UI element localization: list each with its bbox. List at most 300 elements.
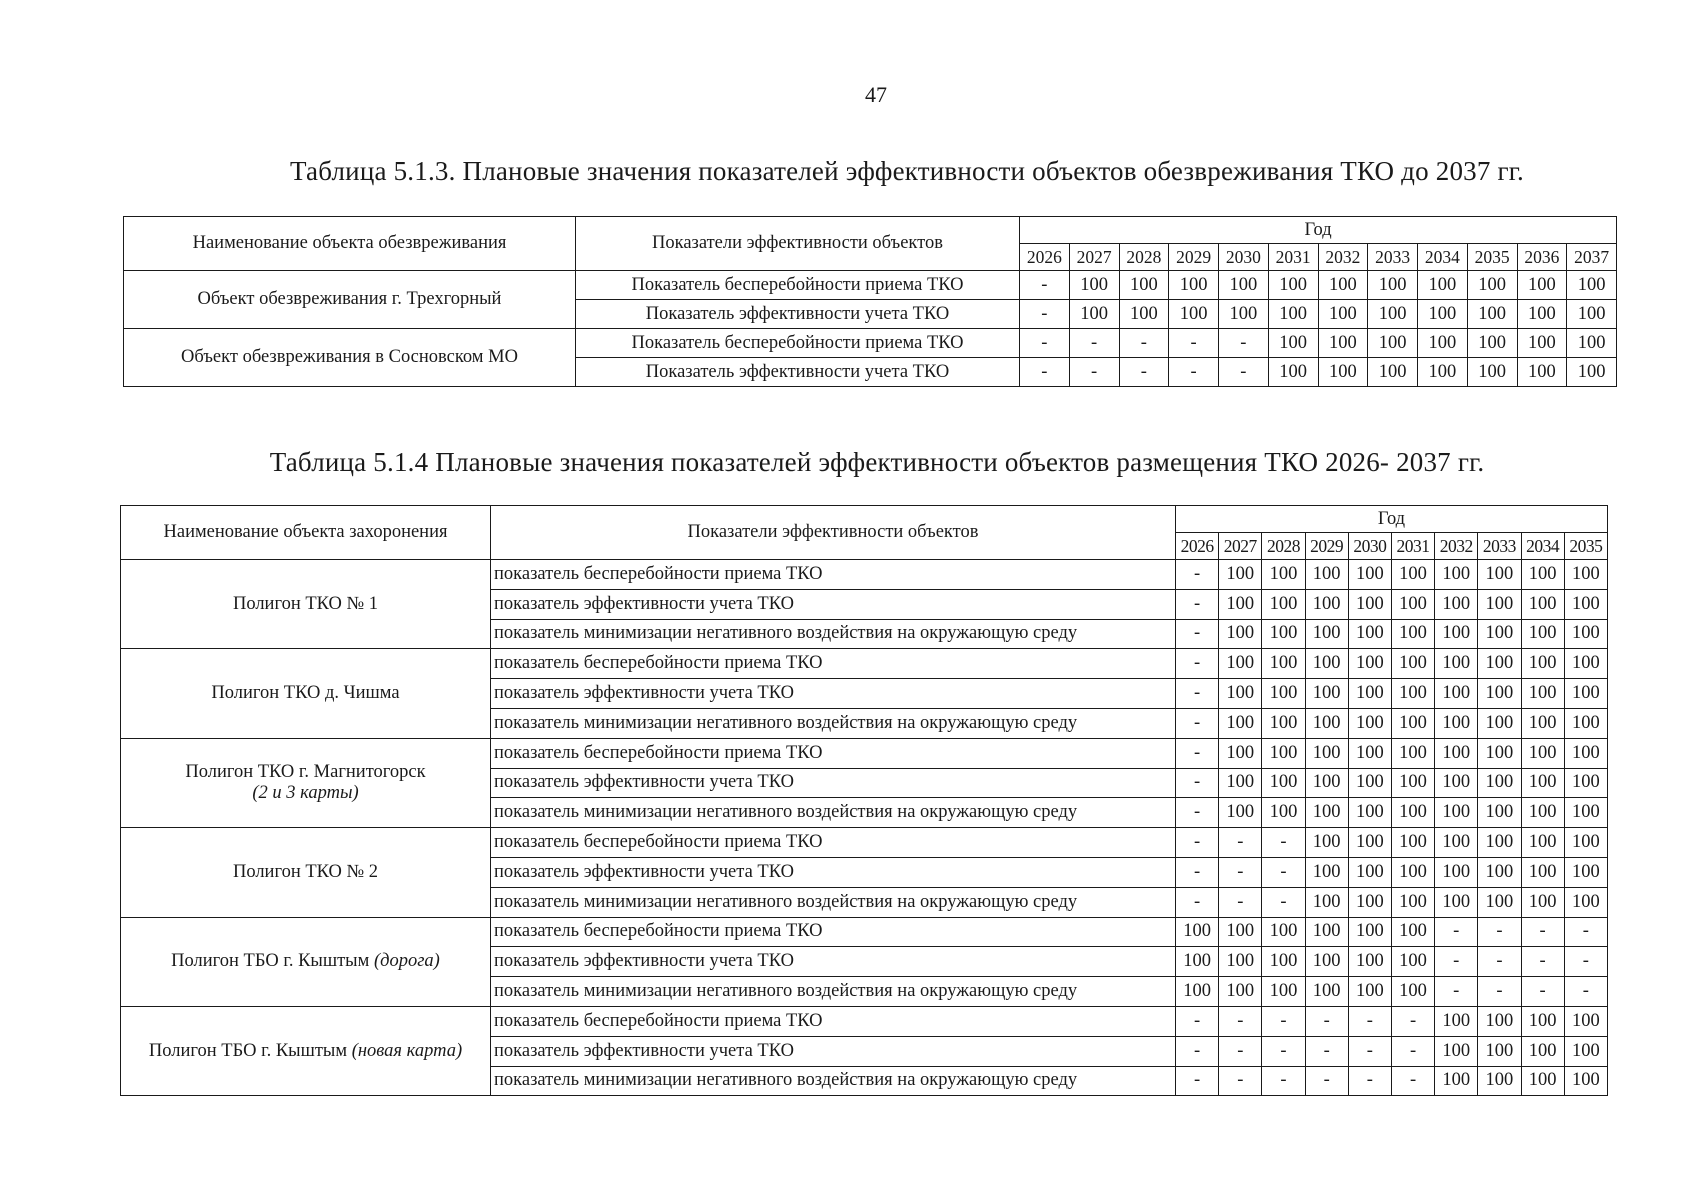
value-cell: 100 (1418, 329, 1468, 358)
object-note: (дорога) (373, 951, 440, 972)
object-name-cell (121, 649, 491, 738)
value-cell: 100 (1318, 358, 1368, 387)
value-cell: 100 (1478, 619, 1521, 649)
table-row (124, 271, 1617, 300)
value-cell: 100 (1564, 1006, 1607, 1036)
value-cell: 100 (1305, 560, 1348, 590)
indicator-label: показатель минимизации негативного воздействия на окружающую среду (491, 798, 1176, 828)
value-cell: - (1069, 358, 1119, 387)
value-cell: 100 (1478, 560, 1521, 590)
value-cell: - (1262, 1066, 1305, 1096)
value-cell: 100 (1176, 917, 1219, 947)
value-cell: 100 (1305, 947, 1348, 977)
value-cell: 100 (1478, 589, 1521, 619)
value-cell: 100 (1391, 798, 1434, 828)
value-cell: 100 (1219, 649, 1262, 679)
year-header: 2027 (1219, 533, 1262, 560)
value-cell: - (1176, 1006, 1219, 1036)
value-cell: 100 (1435, 619, 1478, 649)
year-header: 2035 (1467, 244, 1517, 271)
value-cell: 100 (1521, 798, 1564, 828)
value-cell: 100 (1368, 300, 1418, 329)
object-name: Объект обезвреживания г. Трехгорный (197, 288, 502, 309)
value-cell: - (1348, 1066, 1391, 1096)
year-header: 2033 (1368, 244, 1418, 271)
value-cell: 100 (1521, 768, 1564, 798)
value-cell: - (1305, 1066, 1348, 1096)
value-cell: 100 (1219, 589, 1262, 619)
value-cell: 100 (1567, 358, 1617, 387)
value-cell: - (1478, 917, 1521, 947)
value-cell: 100 (1564, 589, 1607, 619)
value-cell: - (1478, 977, 1521, 1007)
value-cell: 100 (1435, 738, 1478, 768)
value-cell: - (1020, 271, 1070, 300)
year-header: 2031 (1391, 533, 1434, 560)
value-cell: 100 (1391, 679, 1434, 709)
value-cell: 100 (1435, 1036, 1478, 1066)
year-header: 2029 (1305, 533, 1348, 560)
value-cell: 100 (1478, 828, 1521, 858)
value-cell: - (1262, 1036, 1305, 1066)
value-cell: 100 (1305, 589, 1348, 619)
indicator-label: показатель минимизации негативного воздействия на окружающую среду (491, 887, 1176, 917)
value-cell: 100 (1262, 768, 1305, 798)
table-row (124, 329, 1617, 358)
value-cell: 100 (1368, 329, 1418, 358)
value-cell: - (1391, 1006, 1434, 1036)
object-name-cell (121, 738, 491, 827)
value-cell: 100 (1478, 1006, 1521, 1036)
value-cell: 100 (1435, 857, 1478, 887)
value-cell: 100 (1305, 798, 1348, 828)
value-cell: 100 (1418, 271, 1468, 300)
indicator-label: Показатель эффективности учета ТКО (576, 300, 1020, 329)
value-cell: - (1176, 828, 1219, 858)
value-cell: 100 (1564, 679, 1607, 709)
value-cell: 100 (1521, 708, 1564, 738)
value-cell: 100 (1564, 560, 1607, 590)
year-header: 2027 (1069, 244, 1119, 271)
value-cell: 100 (1262, 589, 1305, 619)
value-cell: - (1176, 708, 1219, 738)
value-cell: - (1435, 917, 1478, 947)
value-cell: 100 (1478, 1036, 1521, 1066)
value-cell: 100 (1391, 828, 1434, 858)
value-cell: - (1219, 828, 1262, 858)
value-cell: 100 (1478, 768, 1521, 798)
value-cell: - (1564, 947, 1607, 977)
year-header: 2037 (1567, 244, 1617, 271)
object-note: (2 и 3 карты) (252, 782, 359, 803)
value-cell: - (1219, 1006, 1262, 1036)
indicator-label: показатель бесперебойности приема ТКО (491, 649, 1176, 679)
value-cell: 100 (1567, 300, 1617, 329)
value-cell: - (1176, 768, 1219, 798)
indicator-label: показатель минимизации негативного воздействия на окружающую среду (491, 619, 1176, 649)
value-cell: 100 (1348, 708, 1391, 738)
value-cell: 100 (1348, 768, 1391, 798)
value-cell: 100 (1262, 619, 1305, 649)
object-name: Полигон ТКО № 1 (232, 593, 379, 614)
object-note: (новая карта) (351, 1040, 463, 1061)
table-row (121, 917, 1608, 947)
indicator-label: Показатель эффективности учета ТКО (576, 358, 1020, 387)
value-cell: 100 (1564, 798, 1607, 828)
value-cell: - (1305, 1036, 1348, 1066)
value-cell: 100 (1318, 271, 1368, 300)
table2 (120, 505, 1608, 1096)
value-cell: 100 (1521, 738, 1564, 768)
value-cell: 100 (1219, 768, 1262, 798)
value-cell: 100 (1467, 358, 1517, 387)
value-cell: - (1219, 358, 1269, 387)
value-cell: 100 (1517, 358, 1567, 387)
value-cell: - (1176, 887, 1219, 917)
value-cell: 100 (1564, 857, 1607, 887)
value-cell: 100 (1478, 679, 1521, 709)
value-cell: - (1219, 329, 1269, 358)
value-cell: 100 (1262, 679, 1305, 709)
page-number: 47 (865, 82, 887, 107)
value-cell: - (1219, 857, 1262, 887)
value-cell: 100 (1348, 828, 1391, 858)
year-header: 2036 (1517, 244, 1567, 271)
value-cell: 100 (1467, 271, 1517, 300)
value-cell: 100 (1467, 300, 1517, 329)
value-cell: 100 (1567, 271, 1617, 300)
object-name-cell (124, 271, 576, 329)
value-cell: 100 (1348, 619, 1391, 649)
table1-title: Таблица 5.1.3. Плановые значения показателей эффективности объектов обезвреживания ТКО до 2037 гг. (290, 156, 1524, 186)
value-cell: 100 (1219, 738, 1262, 768)
value-cell: 100 (1435, 560, 1478, 590)
value-cell: - (1391, 1066, 1434, 1096)
indicator-label: Показатель бесперебойности приема ТКО (576, 271, 1020, 300)
indicator-label: Показатель бесперебойности приема ТКО (576, 329, 1020, 358)
value-cell: - (1262, 828, 1305, 858)
value-cell: 100 (1262, 917, 1305, 947)
object-name: Полигон ТБО г. Кыштым (171, 951, 370, 972)
value-cell: 100 (1517, 329, 1567, 358)
value-cell: - (1219, 1066, 1262, 1096)
value-cell: - (1262, 1006, 1305, 1036)
value-cell: 100 (1564, 1036, 1607, 1066)
value-cell: 100 (1521, 589, 1564, 619)
value-cell: 100 (1348, 917, 1391, 947)
value-cell: 100 (1305, 887, 1348, 917)
year-header: 2032 (1435, 533, 1478, 560)
value-cell: 100 (1368, 358, 1418, 387)
year-header: 2034 (1418, 244, 1468, 271)
value-cell: 100 (1348, 560, 1391, 590)
value-cell: - (1348, 1036, 1391, 1066)
value-cell: 100 (1564, 1066, 1607, 1096)
value-cell: 100 (1521, 1066, 1564, 1096)
value-cell: 100 (1268, 329, 1318, 358)
value-cell: 100 (1478, 857, 1521, 887)
value-cell: 100 (1435, 679, 1478, 709)
value-cell: 100 (1219, 679, 1262, 709)
value-cell: 100 (1268, 358, 1318, 387)
value-cell: 100 (1521, 887, 1564, 917)
value-cell: 100 (1564, 887, 1607, 917)
value-cell: - (1478, 947, 1521, 977)
value-cell: 100 (1391, 917, 1434, 947)
value-cell: 100 (1391, 768, 1434, 798)
value-cell: - (1564, 917, 1607, 947)
object-name-cell (121, 828, 491, 917)
value-cell: 100 (1564, 768, 1607, 798)
indicator-label: показатель бесперебойности приема ТКО (491, 917, 1176, 947)
value-cell: - (1020, 358, 1070, 387)
value-cell: 100 (1305, 768, 1348, 798)
value-cell: 100 (1219, 560, 1262, 590)
value-cell: 100 (1478, 738, 1521, 768)
value-cell: 100 (1348, 798, 1391, 828)
value-cell: 100 (1391, 649, 1434, 679)
value-cell: 100 (1391, 947, 1434, 977)
value-cell: 100 (1478, 887, 1521, 917)
value-cell: 100 (1169, 300, 1219, 329)
value-cell: 100 (1348, 857, 1391, 887)
value-cell: 100 (1305, 828, 1348, 858)
value-cell: 100 (1219, 271, 1269, 300)
value-cell: - (1176, 679, 1219, 709)
value-cell: - (1262, 857, 1305, 887)
year-header: 2026 (1176, 533, 1219, 560)
value-cell: 100 (1268, 300, 1318, 329)
value-cell: - (1435, 947, 1478, 977)
value-cell: 100 (1348, 738, 1391, 768)
value-cell: - (1119, 358, 1169, 387)
table1 (123, 216, 1617, 387)
indicator-label: показатель минимизации негативного воздействия на окружающую среду (491, 977, 1176, 1007)
value-cell: 100 (1478, 798, 1521, 828)
value-cell: 100 (1418, 358, 1468, 387)
value-cell: 100 (1262, 798, 1305, 828)
value-cell: 100 (1219, 947, 1262, 977)
value-cell: 100 (1219, 300, 1269, 329)
indicator-label: показатель бесперебойности приема ТКО (491, 738, 1176, 768)
value-cell: 100 (1391, 738, 1434, 768)
value-cell: 100 (1435, 1066, 1478, 1096)
value-cell: 100 (1435, 708, 1478, 738)
value-cell: - (1020, 329, 1070, 358)
value-cell: - (1020, 300, 1070, 329)
value-cell: 100 (1435, 649, 1478, 679)
year-header: 2030 (1219, 244, 1269, 271)
indicator-label: показатель бесперебойности приема ТКО (491, 560, 1176, 590)
object-name-cell (121, 1006, 491, 1095)
value-cell: 100 (1348, 947, 1391, 977)
value-cell: - (1176, 857, 1219, 887)
object-name-cell (124, 329, 576, 387)
value-cell: 100 (1391, 857, 1434, 887)
value-cell: 100 (1069, 300, 1119, 329)
year-header: 2032 (1318, 244, 1368, 271)
value-cell: 100 (1521, 649, 1564, 679)
object-name-cell (121, 560, 491, 649)
indicator-label: показатель бесперебойности приема ТКО (491, 1006, 1176, 1036)
value-cell: 100 (1564, 649, 1607, 679)
value-cell: 100 (1391, 887, 1434, 917)
table2-title: Таблица 5.1.4 Плановые значения показателей эффективности объектов размещения ТКО 2026- 2037 гг. (269, 447, 1485, 477)
column-header-year: Год (1176, 506, 1608, 533)
value-cell: - (1176, 649, 1219, 679)
value-cell: - (1262, 887, 1305, 917)
object-name-cell (121, 917, 491, 1006)
value-cell: 100 (1305, 649, 1348, 679)
value-cell: 100 (1435, 1006, 1478, 1036)
value-cell: 100 (1521, 679, 1564, 709)
year-header: 2033 (1478, 533, 1521, 560)
value-cell: 100 (1268, 271, 1318, 300)
value-cell: - (1391, 1036, 1434, 1066)
column-header-object: Наименование объекта обезвреживания (124, 217, 576, 271)
object-name: Объект обезвреживания в Сосновском МО (181, 346, 518, 367)
value-cell: 100 (1305, 738, 1348, 768)
value-cell: 100 (1521, 560, 1564, 590)
value-cell: - (1119, 329, 1169, 358)
value-cell: - (1176, 619, 1219, 649)
value-cell: 100 (1219, 977, 1262, 1007)
year-header: 2035 (1564, 533, 1607, 560)
value-cell: 100 (1435, 887, 1478, 917)
column-header-object: Наименование объекта захоронения (121, 506, 491, 560)
value-cell: 100 (1478, 649, 1521, 679)
value-cell: - (1176, 589, 1219, 619)
column-header-year: Год (1020, 217, 1617, 244)
value-cell: 100 (1305, 619, 1348, 649)
value-cell: 100 (1435, 828, 1478, 858)
value-cell: 100 (1219, 917, 1262, 947)
value-cell: 100 (1521, 1036, 1564, 1066)
value-cell: 100 (1391, 560, 1434, 590)
value-cell: 100 (1119, 300, 1169, 329)
value-cell: 100 (1517, 300, 1567, 329)
value-cell: - (1176, 1036, 1219, 1066)
object-name: Полигон ТКО д. Чишма (211, 682, 400, 703)
value-cell: - (1176, 560, 1219, 590)
table2-header-row (121, 506, 1608, 533)
value-cell: 100 (1521, 1006, 1564, 1036)
value-cell: - (1169, 358, 1219, 387)
value-cell: 100 (1368, 271, 1418, 300)
indicator-label: показатель эффективности учета ТКО (491, 1036, 1176, 1066)
value-cell: 100 (1262, 738, 1305, 768)
year-header: 2026 (1020, 244, 1070, 271)
indicator-label: показатель минимизации негативного воздействия на окружающую среду (491, 708, 1176, 738)
value-cell: 100 (1219, 619, 1262, 649)
value-cell: 100 (1521, 857, 1564, 887)
value-cell: - (1348, 1006, 1391, 1036)
table-row (121, 649, 1608, 679)
table1-header-row (124, 217, 1617, 244)
year-header: 2028 (1119, 244, 1169, 271)
value-cell: - (1069, 329, 1119, 358)
value-cell: 100 (1176, 947, 1219, 977)
value-cell: 100 (1567, 329, 1617, 358)
value-cell: - (1176, 738, 1219, 768)
value-cell: 100 (1169, 271, 1219, 300)
value-cell: - (1219, 887, 1262, 917)
column-header-indicator: Показатели эффективности объектов (491, 506, 1176, 560)
value-cell: 100 (1517, 271, 1567, 300)
value-cell: - (1176, 798, 1219, 828)
value-cell: 100 (1262, 977, 1305, 1007)
value-cell: 100 (1478, 1066, 1521, 1096)
value-cell: - (1219, 1036, 1262, 1066)
value-cell: - (1564, 977, 1607, 1007)
table-row (121, 738, 1608, 768)
object-name: Полигон ТБО г. Кыштым (148, 1040, 348, 1061)
table-row (121, 560, 1608, 590)
value-cell: 100 (1348, 887, 1391, 917)
table-row (121, 1006, 1608, 1036)
value-cell: 100 (1219, 798, 1262, 828)
value-cell: - (1176, 1066, 1219, 1096)
indicator-label: показатель минимизации негативного воздействия на окружающую среду (491, 1066, 1176, 1096)
object-name: Полигон ТКО № 2 (232, 861, 379, 882)
column-header-indicator: Показатели эффективности объектов (576, 217, 1020, 271)
value-cell: 100 (1435, 768, 1478, 798)
value-cell: 100 (1521, 828, 1564, 858)
value-cell: - (1305, 1006, 1348, 1036)
value-cell: 100 (1305, 917, 1348, 947)
value-cell: 100 (1348, 589, 1391, 619)
object-name: Полигон ТКО г. Магнитогорск (185, 761, 426, 782)
value-cell: 100 (1348, 649, 1391, 679)
value-cell: 100 (1318, 300, 1368, 329)
value-cell: 100 (1391, 589, 1434, 619)
value-cell: 100 (1467, 329, 1517, 358)
year-header: 2028 (1262, 533, 1305, 560)
value-cell: 100 (1564, 738, 1607, 768)
value-cell: 100 (1305, 679, 1348, 709)
value-cell: 100 (1348, 679, 1391, 709)
value-cell: - (1435, 977, 1478, 1007)
value-cell: 100 (1305, 977, 1348, 1007)
value-cell: - (1521, 977, 1564, 1007)
value-cell: 100 (1521, 619, 1564, 649)
value-cell: 100 (1305, 857, 1348, 887)
year-header: 2034 (1521, 533, 1564, 560)
value-cell: 100 (1262, 649, 1305, 679)
value-cell: 100 (1262, 947, 1305, 977)
value-cell: 100 (1176, 977, 1219, 1007)
indicator-label: показатель эффективности учета ТКО (491, 768, 1176, 798)
value-cell: 100 (1478, 708, 1521, 738)
value-cell: 100 (1262, 708, 1305, 738)
value-cell: 100 (1564, 619, 1607, 649)
value-cell: 100 (1119, 271, 1169, 300)
indicator-label: показатель эффективности учета ТКО (491, 679, 1176, 709)
value-cell: - (1169, 329, 1219, 358)
table-row (121, 828, 1608, 858)
value-cell: 100 (1348, 977, 1391, 1007)
value-cell: 100 (1391, 708, 1434, 738)
value-cell: 100 (1391, 977, 1434, 1007)
value-cell: 100 (1305, 708, 1348, 738)
value-cell: 100 (1069, 271, 1119, 300)
indicator-label: показатель эффективности учета ТКО (491, 589, 1176, 619)
value-cell: 100 (1564, 708, 1607, 738)
value-cell: 100 (1391, 619, 1434, 649)
value-cell: 100 (1418, 300, 1468, 329)
value-cell: 100 (1262, 560, 1305, 590)
year-header: 2031 (1268, 244, 1318, 271)
